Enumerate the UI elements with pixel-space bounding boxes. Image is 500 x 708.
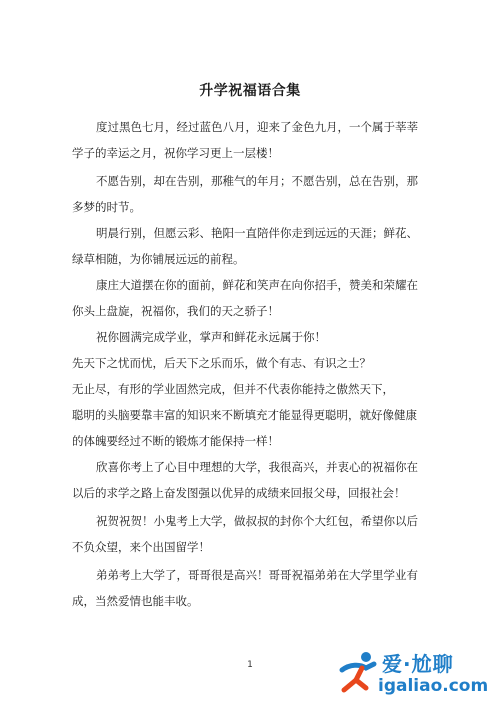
- paragraph-line: 欣喜你考上了心目中理想的大学，我很高兴，并衷心的祝福你在: [96, 460, 418, 474]
- paragraph-8: [72, 402, 432, 454]
- paragraph-line: 成，当然爱情也能丰收。: [72, 594, 199, 608]
- page-number: 1: [247, 660, 253, 670]
- paragraph-line: 明晨行别，但愿云彩、艳阳一直陪伴你走到远远的天涯；鲜花、: [96, 226, 418, 240]
- paragraph-line: 祝贺祝贺！小鬼考上大学，做叔叔的封你个大红包，希望你以后: [96, 514, 418, 528]
- paragraph-9: [72, 454, 432, 506]
- paragraph-11: [72, 562, 432, 614]
- paragraph-line: 以后的求学之路上奋发图强以优异的成绩来回报父母，回报社会！: [72, 486, 406, 500]
- paragraph-6: [72, 350, 432, 376]
- paragraph-line: 无止尽，有形的学业固然完成，但并不代表你能持之傲然天下，: [72, 382, 394, 396]
- paragraph-line: 祝你圆满完成学业，掌声和鲜花永远属于你！: [96, 330, 326, 344]
- paragraph-line: 你头上盘旋，祝福你，我们的天之骄子！: [72, 304, 279, 318]
- paragraph-line: 弟弟考上大学了，哥哥很是高兴！哥哥祝福弟弟在大学里学业有: [96, 568, 418, 582]
- paragraph-line: 绿草相随，为你铺展远远的前程。: [72, 252, 245, 266]
- paragraph-line: 不负众望，来个出国留学！: [72, 540, 210, 554]
- paragraph-4: [72, 272, 432, 324]
- paragraph-line: 多梦的时节。: [72, 200, 141, 214]
- running-figure-logo-icon: [336, 650, 380, 696]
- paragraph-2: [72, 168, 432, 220]
- paragraph-5: [72, 324, 432, 350]
- watermark-domain: igaliao.com: [378, 676, 489, 696]
- paragraph-7: [72, 376, 432, 402]
- document-title: 升学祝福语合集: [199, 83, 301, 99]
- paragraph-line: 的体魄要经过不断的锻炼才能保持一样！: [72, 434, 279, 448]
- paragraph-10: [72, 508, 432, 560]
- paragraph-line: 学子的幸运之月，祝你学习更上一层楼！: [72, 146, 279, 160]
- paragraph-line: 度过黑色七月，经过蓝色八月，迎来了金色九月，一个属于莘莘: [96, 120, 418, 134]
- site-watermark: [332, 644, 500, 702]
- paragraph-line: 不愿告别，却在告别，那稚气的年月；不愿告别，总在告别，那: [96, 174, 418, 188]
- watermark-brand-name: 爱·尬聊: [382, 652, 454, 676]
- paragraph-1: [72, 114, 432, 166]
- paragraph-3: [72, 220, 432, 272]
- paragraph-line: 康庄大道摆在你的面前，鲜花和笑声在向你招手，赞美和荣耀在: [96, 278, 418, 292]
- paragraph-line: 先天下之忧而忧，后天下之乐而乐，做个有志、有识之士？: [72, 356, 371, 370]
- paragraph-line: 聪明的头脑要靠丰富的知识来不断填充才能显得更聪明，就好像健康: [72, 408, 417, 422]
